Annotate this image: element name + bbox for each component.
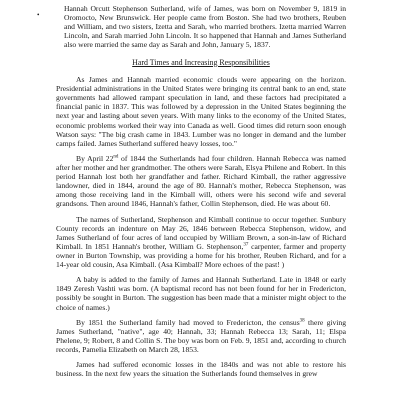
- intro-paragraph: Hannah Orcutt Stephenson Sutherland, wife of James, was born on November 9, 1819 in Oromocto, New Brunswick. Her people came from Boston. She had two brothers, Reuben and William, and two sisters, Izetta and Sarah, who married brothers. Izetta married Warren Lincoln, and Sarah married John Lincoln. It so happened that Hannah and James Sutherland also were married the same day as Sarah and John, January 5, 1837.: [64, 4, 346, 50]
- paragraph-text: there giving James Sutherland, "native", age 40; Hannah, 33; Hannah Rebecca 13; Sarah, 11; Elspa Phelene, 9; Robert, 8 and Collin S. The boy was born on Feb. 9, 1851 and, according to church records, Pamelia Elizabeth on March 28, 1853.: [56, 317, 346, 354]
- paragraph-text: carpenter, farmer and property owner in Burton Township, was providing a home for his brother, Reuben Richard, and for a 14-year old cousin, Asa Kimball. (Asa Kimball? More echoes of the past! ): [56, 241, 346, 270]
- paragraph-text: of 1844 the Sutherlands had four children. Hannah Rebecca was named after her mother and her grandmother. The others were Sarah, Elsya Philene and Robert. In this period Hannah lost both her grandfather and father. Richard Kimball, the rather aggressive landowner, died in 1844, around the age of 80. Hannah's mother, Rebecca Stephenson, was among those receiving land in the Kimball will, others were his second wife and several grandsons. Then around 1846, Hannah's father, Collin Stephenson, died. He was about 60.: [56, 153, 346, 209]
- footnote-ref-37: 37: [243, 242, 249, 248]
- ordinal-suffix: nd: [113, 154, 119, 160]
- paragraph-text: The names of Sutherland, Stephenson and Kimball continue to occur together. Sunbury County records an indenture on May 26, 1846 between Rebecca Stephenson, widow, and James Sutherland of four acres of land occupied by William Brown, a son-in-law of Richard Kimball. In 1851 Hannah's brother, William G. Stephenson,: [56, 214, 346, 251]
- paragraph-economic-clouds: As James and Hannah married economic clouds were appearing on the horizon. Presidential administrations in the United States were bringing its central bank to an end, state governments had allowed rampant speculation in land, and these factors had precipitated a financial panic in 1837. This was followed by a depression in the United States beginning the next year and lasting about seven years. With many links to the economy of the United States, economic problems worked their way into Canada as well. Good times did return soon enough Watson says: "The big crash came in 1843. Lumber was no longer in demand and the lumber camps failed. James Sutherland suffered heavy losses, too.": [56, 75, 346, 148]
- paragraph-moved-fredericton: [56, 318, 346, 354]
- section-heading: Hard Times and Increasing Responsibilities: [132, 57, 270, 67]
- paragraph-text: By April 22: [76, 153, 114, 163]
- paragraph-economic-losses: James had suffered economic losses in the 1840s and was not able to restore his business. In the next few years the situation the Sutherlands found themselves in grew: [56, 360, 346, 379]
- paragraph-names-together: [56, 215, 346, 270]
- bullet-mark: •: [37, 11, 40, 19]
- paragraph-baby-added: A baby is added to the family of James and Hannah Sutherland. Late in 1848 or early 1849 Zeresh Vashti was born. (A baptismal record has not been found for her in Fredericton, possibly be sought in Burton. The suggestion has been made that a minister might object to the choice of names.): [56, 275, 346, 312]
- paragraph-four-children: [56, 154, 346, 209]
- paragraph-text: By 1851 the Sutherland family had moved to Fredericton, the census: [76, 317, 300, 327]
- footnote-ref-38: 38: [299, 318, 305, 324]
